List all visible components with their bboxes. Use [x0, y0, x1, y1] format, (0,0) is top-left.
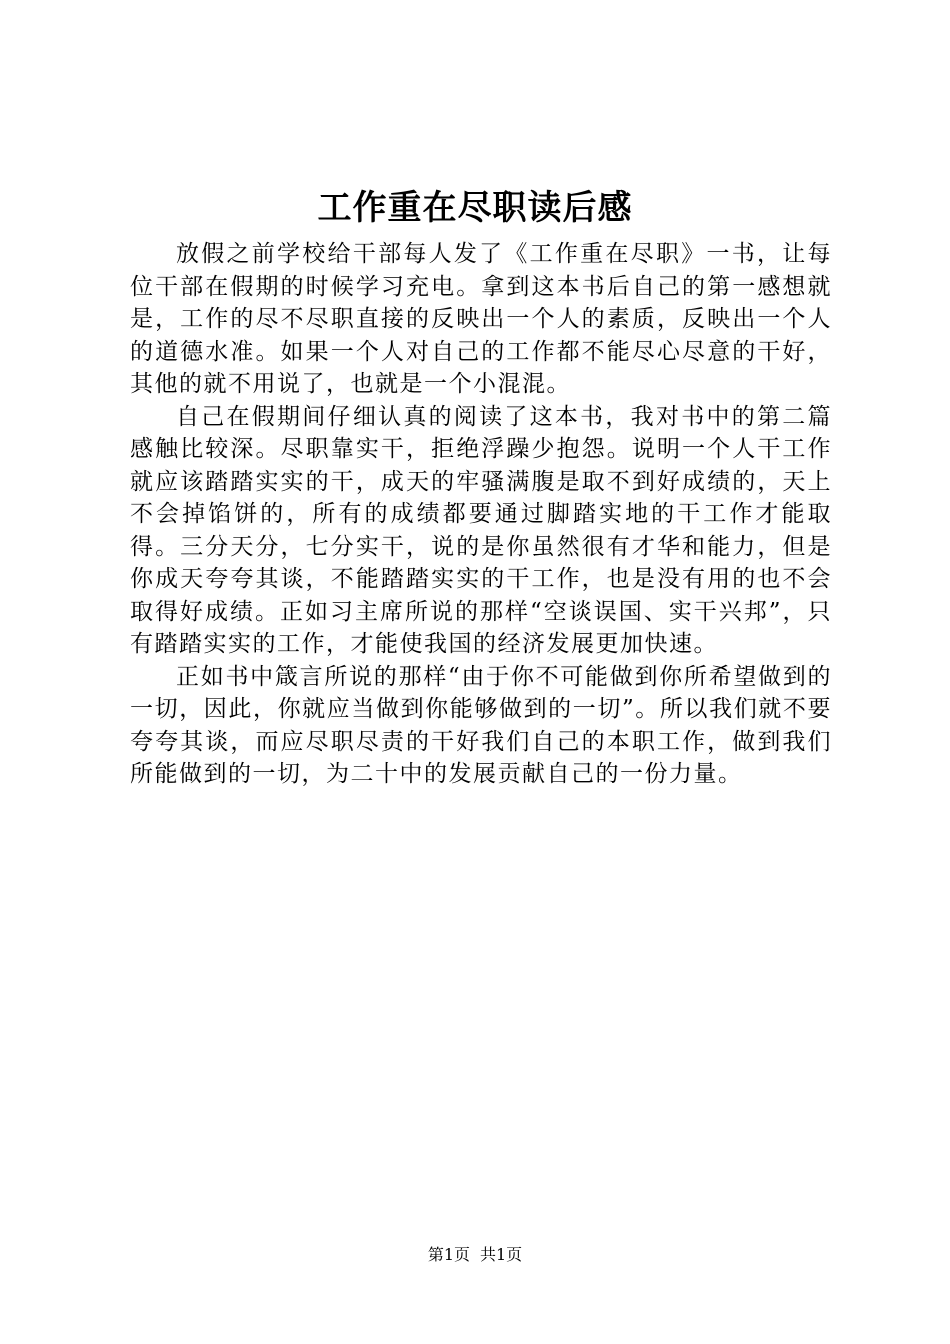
- page-total: 共1页: [480, 1245, 523, 1264]
- paragraph-2: 自己在假期间仔细认真的阅读了这本书，我对书中的第二篇感触比较深。尽职靠实干，拒绝浮躁少抱怨。说明一个人干工作就应该踏踏实实的干，成天的牢骚满腹是取不到好成绩的，天上不会掉馅饼的，所有的成绩都要通过脚踏实地的干工作才能取得。三分天分，七分实干，说的是你虽然很有才华和能力，但是你成天夸夸其谈，不能踏踏实实的干工作，也是没有用的也不会取得好成绩。正如习主席所说的那样“空谈误国、实干兴邦”，只有踏踏实实的工作，才能使我国的经济发展更加快速。: [130, 403, 832, 657]
- document-body: [130, 238, 832, 791]
- paragraph-1: 放假之前学校给干部每人发了《工作重在尽职》一书，让每位干部在假期的时候学习充电。拿到这本书后自己的第一感想就是，工作的尽不尽职直接的反映出一个人的素质，反映出一个人的道德水准。如果一个人对自己的工作都不能尽心尽意的干好，其他的就不用说了，也就是一个小混混。: [130, 241, 832, 397]
- document-title: 工作重在尽职读后感: [317, 188, 633, 228]
- page-footer: [0, 1243, 950, 1267]
- page-number: 第1页: [427, 1245, 470, 1264]
- paragraph-3: 正如书中箴言所说的那样“由于你不可能做到你所希望做到的一切，因此，你就应当做到你能够做到的一切”。所以我们就不要夸夸其谈，而应尽职尽责的干好我们自己的本职工作，做到我们所能做到的一切，为二十中的发展贡献自己的一份力量。: [130, 663, 832, 787]
